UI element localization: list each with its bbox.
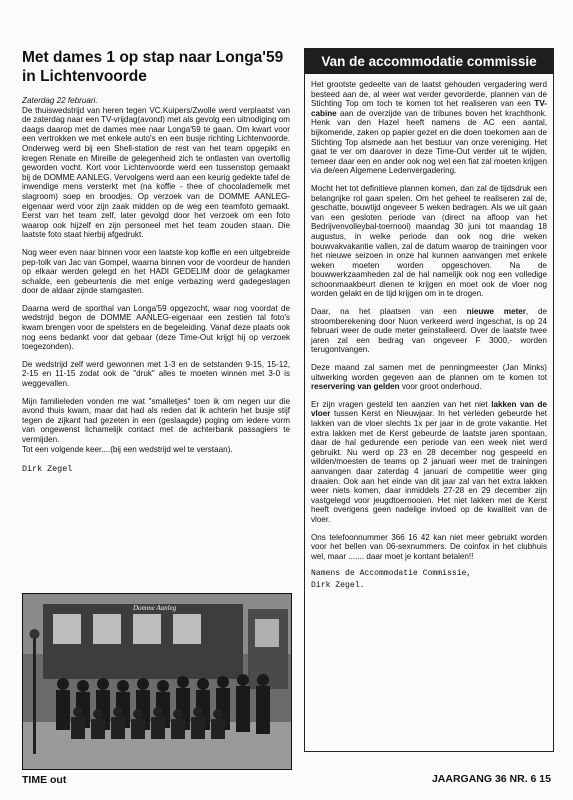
article-paragraph-text: Kort voor Lichtenvoorde werd een tussenstop gemaakt bij de DOMME AANLEG. xyxy=(22,163,290,182)
article-date: Zaterdag 22 februari. xyxy=(22,96,98,105)
article-paragraph xyxy=(22,397,290,455)
article-paragraph-text: De thuiswedstrijd van heren tegen VC.Kuipers/Zwolle werd verplaatst van de zaterdag naar een TV-vrijdag(avond) met als gevolg een uitnodiging om daags daarop met de dames mee naar Longa'59 te gaan. xyxy=(22,105,291,134)
footer-magazine-name: TIME out xyxy=(22,774,67,786)
commission-heading: Van de accommodatie commissie xyxy=(305,49,553,74)
commission-text: Daar, na het plaatsen van een xyxy=(311,307,467,317)
commission-signature-name: Dirk Zegel. xyxy=(311,581,365,591)
commission-highlight: nieuwe meter xyxy=(466,307,526,317)
article-paragraph-text: Mijn familieleden vonden me wat "smalletjes" toen ik om negen uur die avond thuis kwam, maar dat had als reden dat ik achterin het busje stijf tegen de zijkant had gezeten in een (geslaagde) poging om iedere vorm van ongewenst lichamelijk contact met de achterbank passagiers te vermijden. xyxy=(22,396,290,444)
article-column xyxy=(22,48,290,474)
article-paragraph xyxy=(22,96,290,240)
article-paragraph: Daarna werd de sporthal van Longa'59 opgezocht, waar nog voordat de wedstrijd begon de DOMME AANLEG-eigenaar een zestien tal foto's kwam brengen voor de spelsters en de begeleiding. Vanaf deze plaats ook nog eens bedankt voor dat gebaar (deze Time-Out krijgt hij op verzoek toegezonden). xyxy=(22,303,290,352)
article-title: Met dames 1 op stap naar Longa'59 in Lichtenvoorde xyxy=(22,49,284,85)
commission-paragraph xyxy=(311,400,547,525)
commission-signature-line: Namens de Accommodatie Commissie, xyxy=(311,569,472,579)
article-paragraph-text: Vervolgens werd aan een keurig gedekte tafel de inwendige mens versterkt met (na koffie - thee of chocolademelk met slagroom) soep en broodjes. Op verzoek van de DOMME AANLEG-eigenaar werd voor zijn zaak midden op de weg een teamfoto gemaakt. Eerst van het team zelf, later gevolgd door het verzoek om een foto waarop ook hijzelf en zijn personeel met het team zouden staan. Die laatste foto staat hierbij afgedrukt. xyxy=(22,172,290,240)
commission-paragraph xyxy=(311,80,547,176)
article-paragraph: De wedstrijd zelf werd gewonnen met 1-3 en de setstanden 9-15, 15-12, 2-15 en 11-15 zodat ook de "druk" alles te moeten winnen met 3-0 is weggevallen. xyxy=(22,359,290,389)
commission-paragraph: Ons telefoonnummer 366 16 42 kan niet meer gebruikt worden voor het bellen van 06-sexnummers. De coinfox in het clubhuis wel, maar ....... daar moet je kontant betalen!! xyxy=(311,532,547,561)
commission-paragraph xyxy=(311,363,547,392)
commission-paragraph: Mocht het tot definitieve plannen komen, dan zal de tijdsdruk een belangrijke rol gaan spelen. Om het geheel te realiseren zal de, geschatte, bouwtijd ongeveer 5 weken bedragen. Als we uit gaan van een gesloten periode van (direct na afloop van het Bedrijvenvolleybal-toernooi) maandag 30 juni tot maandag 18 augustus, in welke periode dan ook nog drie weken bouwvakvakantie vallen, zal de datum waarop de trainingen voor het nieuwe seizoen in onze hal kunnen aanvangen met enkele weken moeten worden opgeschoven. Na de bouwwerkzaamheden zal de hal namelijk ook nog een volledige schoonmaakbeurt dienen te krijgen en moet ook de vloer nog worden gelakt en de tijd krijgen om in te drogen. xyxy=(311,183,547,299)
commission-highlight: lakken van de vloer xyxy=(311,399,547,419)
commission-box xyxy=(304,48,554,752)
commission-highlight: reservering van gelden xyxy=(311,382,400,392)
commission-text: Henk van den Hazel heeft namens de AC een aantal, bijkomende, zaken op papier gezet en die doen toekomen aan de Stichting Top alsmede aan het bestuur van onze vereniging. Het gaat te ver om daarover in deze Time-Out verder uit te wijden, temeer daar een en ander ook nog wel een fiat zal moeten krijgen via de/een Algemene Ledenvergadering. xyxy=(311,118,547,176)
team-photo xyxy=(22,593,292,770)
commission-text: aan de overzijde van de tribunes boven het krachthonk. xyxy=(336,108,547,118)
article-paragraph: Nog weer even naar binnen voor een laatste kop koffie en een uitgebreide pep-tolk van Jac van Gompel, waarna binnen voor de voordeur de handen op elkaar werden gelegd en het HADI GEDELIM door de gelagkamer schalde, een gebeurtenis die met enige verbazing werd gadegeslagen door de aldaar zijnde stamgasten. xyxy=(22,247,290,296)
commission-text: Deze maand zal samen met de penningmeester (Jan Minks) uitwerking worden gegeven aan de plannen om te komen tot xyxy=(311,363,547,382)
photo-sign-text: Domme Aanleg xyxy=(133,604,177,612)
article-paragraph-text: Om kwart voor een vertrokken we met enkele auto's en een busje richting Lichtenvoorde. Onderweg werd bij een Shell-station de rest van het team opgepikt en kregen Renate en Mireille de gelegenheid zich te ontlasten van overtollig geworden vocht. xyxy=(22,124,290,173)
team-photo-image xyxy=(23,594,291,769)
commission-paragraph xyxy=(311,307,547,355)
commission-text: voor groot onderhoud. xyxy=(399,382,482,392)
commission-text: Er zijn vragen gesteld ten aanzien van het niet xyxy=(311,399,492,409)
commission-text: , de stroomberekening door Nuon verkeerd werd ingeschat, is op 24 februari weer de oude meter geïnstalleerd. Over de laatste twee jaren zal een bedrag van ongeveer F 3000,- worden terugontvangen. xyxy=(311,307,547,355)
commission-text: tussen Kerst en Nieuwjaar. In het verleden gebeurde het lakken van de vloer slechts 1x per jaar in de grote vakantie. Het extra lakken met de Kerst gebeurde de laatste jaren spontaan, daar de hal gedurende een periode van een week niet werd gebruikt. Nu werd op 23 en 28 december nog gespeeld en wilden/moesten de teams op 2 januari weer met de trainingen aanvangen daar zaterdag 4 januari de competitie weer ging draaien. Ook aan het einde van dit jaar zal van het extra lakken weer niets komen, daar inmiddels 27-28 en 29 december zijn vastgelegd voor jeugdtoernooien. Het niet lakken met de Kerst heeft overigens geen nadelige invloed op de kwaliteit van de vloer. xyxy=(311,409,547,524)
commission-highlight: TV-cabine xyxy=(311,99,547,118)
commission-body xyxy=(305,74,553,591)
article-signature: Dirk Zegel xyxy=(22,464,73,475)
footer-issue-page: JAARGANG 36 NR. 6 15 xyxy=(431,773,551,785)
article-paragraph-text: Tot een volgende keer....(bij een wedstrijd wel te verstaan). xyxy=(22,444,233,454)
commission-text: Het grootste gedeelte van de laatst gehouden vergadering werd besteed aan de, al weer wat verder gevorderde, plannen van de Stichting Top om toch te komen tot het realiseren van een xyxy=(311,80,547,109)
